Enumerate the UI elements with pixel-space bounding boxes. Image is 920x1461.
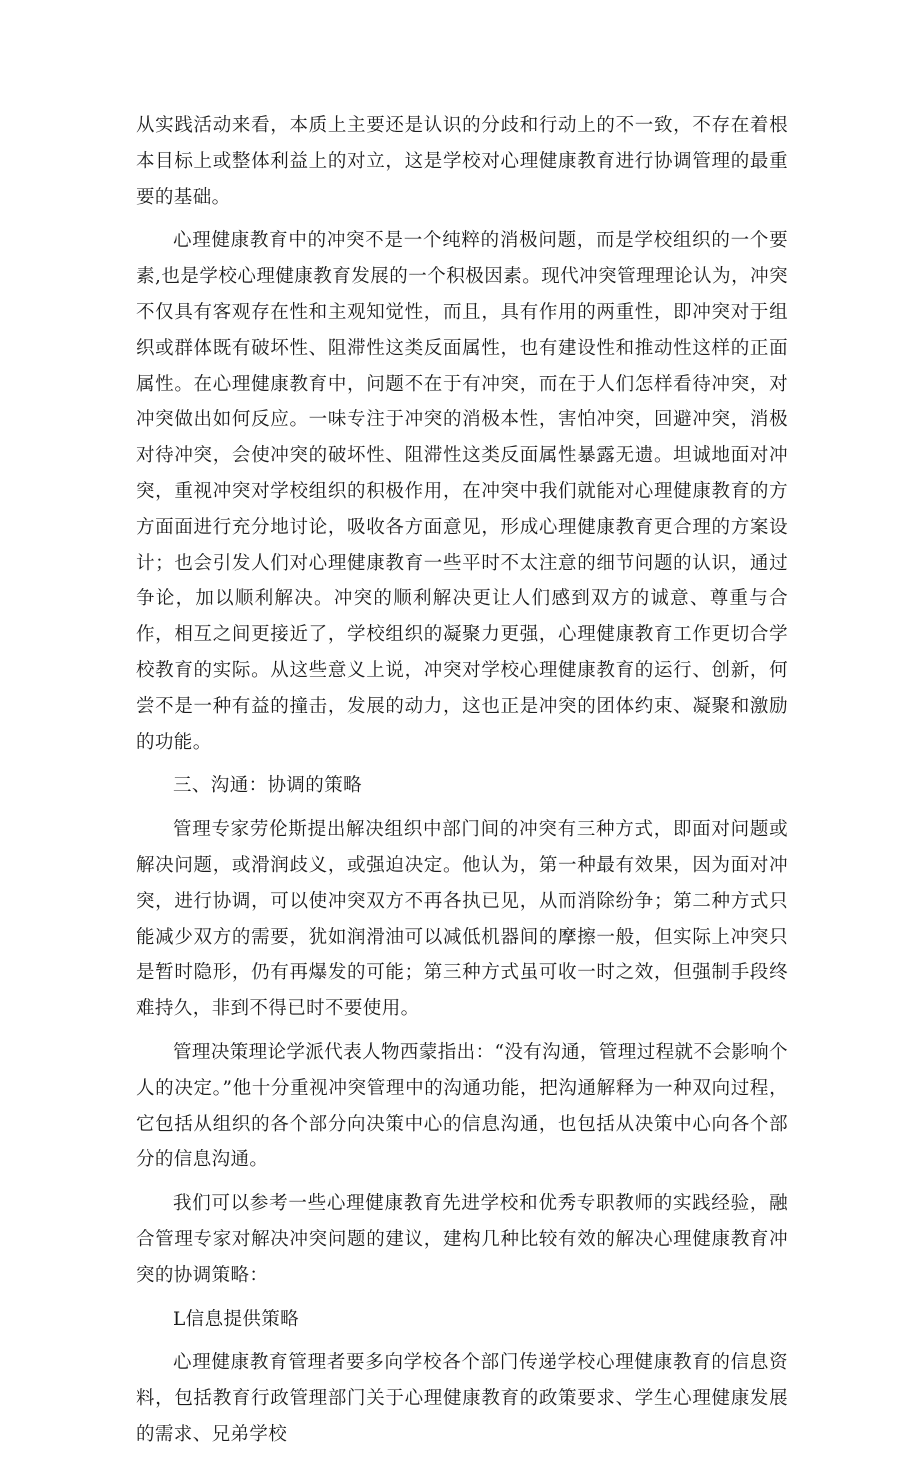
paragraph-strategies-intro: 我们可以参考一些心理健康教育先进学校和优秀专职教师的实践经验，融合管理专家对解决冲突问题的建议，建构几种比较有效的解决心理健康教育冲突的协调策略： [136,1193,788,1286]
section-heading-communication: 三、沟通：协调的策略 [173,775,363,797]
paragraph-conflict-nature: 心理健康教育中的冲突不是一个纯粹的消极问题，而是学校组织的一个要素,也是学校心理健康教育发展的一个积极因素。现代冲突管理理论认为，冲突不仅具有客观存在性和主观知觉性，而且，具有作用的两重性，即冲突对于组织或群体既有破坏性、阻滞性这类反面属性，也有建设性和推动性这样的正面属性。在心理健康教育中，问题不在于有冲突，而在于人们怎样看待冲突，对冲突做出如何反应。一味专注于冲突的消极本性，害怕冲突，回避冲突，消极对待冲突，会使冲突的破坏性、阻滞性这类反面属性暴露无遗。坦诚地面对冲突，重视冲突对学校组织的积极作用，在冲突中我们就能对心理健康教育的方方面面进行充分地讨论，吸收各方面意见，形成心理健康教育更合理的方案设计；也会引发人们对心理健康教育一些平时不太注意的细节问题的认识，通过争论，加以顺利解决。冲突的顺利解决更让人们感到双方的诚意、尊重与合作，相互之间更接近了，学校组织的凝聚力更强，心理健康教育工作更切合学校教育的实际。从这些意义上说，冲突对学校心理健康教育的运行、创新，何尝不是一种有益的撞击，发展的动力，这也正是冲突的团体约束、凝聚和激励的功能。 [136,230,788,753]
paragraph-lawrence: 管理专家劳伦斯提出解决组织中部门间的冲突有三种方式，即面对问题或解决问题，或滑润歧义，或强迫决定。他认为，第一种最有效果，因为面对冲突，进行协调，可以使冲突双方不再各执已见，从而消除纷争；第二种方式只能减少双方的需要，犹如润滑油可以减低机器间的摩擦一般，但实际上冲突只是暂时隐形，仍有再爆发的可能；第三种方式虽可收一时之效，但强制手段终难持久，非到不得已时不要使用。 [136,819,788,1020]
subheading-information-strategy: L信息提供策略 [173,1308,300,1330]
document-body [136,108,788,1461]
paragraph-continuation: 从实践活动来看，本质上主要还是认识的分歧和行动上的不一致，不存在着根本目标上或整体利益上的对立，这是学校对心理健康教育进行协调管理的最重要的基础。 [136,115,788,208]
paragraph-simon: 管理决策理论学派代表人物西蒙指出：“没有沟通，管理过程就不会影响个人的决定。”他十分重视冲突管理中的沟通功能，把沟通解释为一种双向过程，它包括从组织的各个部分向决策中心的信息沟通，也包括从决策中心向各个部分的信息沟通。 [136,1041,788,1171]
paragraph-information-strategy: 心理健康教育管理者要多向学校各个部门传递学校心理健康教育的信息资料，包括教育行政管理部门关于心理健康教育的政策要求、学生心理健康发展的需求、兄弟学校 [136,1352,788,1445]
